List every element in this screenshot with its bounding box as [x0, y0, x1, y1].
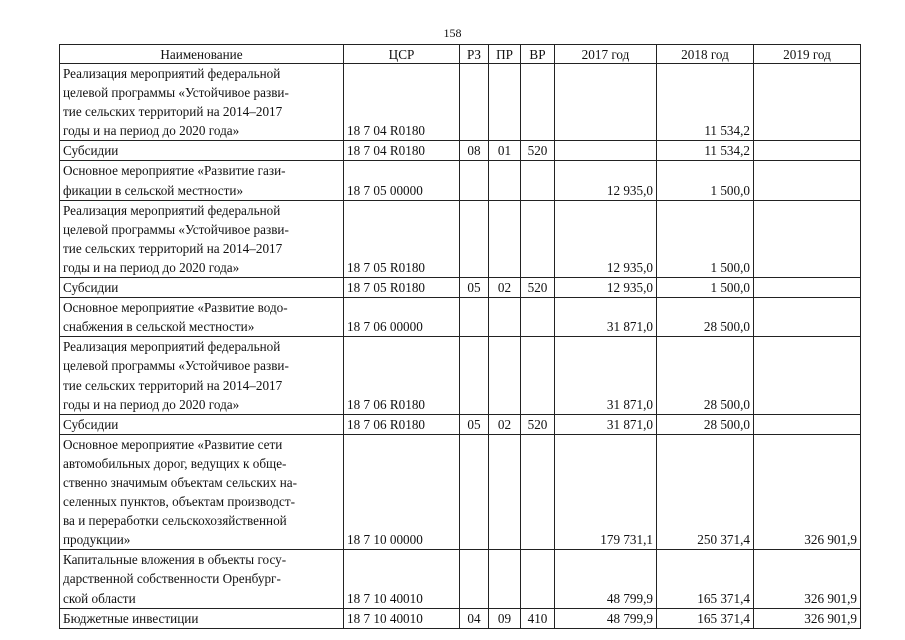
- table-row: [60, 434, 861, 550]
- cell-2017: 31 871,0: [555, 298, 657, 337]
- table-row: [60, 337, 861, 414]
- cell-vr: [521, 434, 555, 550]
- header-rz: РЗ: [460, 45, 489, 64]
- cell-2017: 179 731,1: [555, 434, 657, 550]
- cell-vr: 520: [521, 414, 555, 434]
- name-line: дарственной собственности Оренбург-: [63, 571, 281, 587]
- cell-pr: [489, 64, 521, 141]
- name-line: годы и на период до 2020 года»: [63, 123, 240, 139]
- cell-vr: [521, 161, 555, 200]
- cell-2019: 326 901,9: [754, 608, 861, 628]
- cell-2017: 31 871,0: [555, 414, 657, 434]
- cell-2018: 250 371,4: [657, 434, 754, 550]
- cell-csr: 18 7 06 R0180: [344, 414, 460, 434]
- cell-csr: 18 7 10 40010: [344, 550, 460, 608]
- table-row: [60, 298, 861, 337]
- table-row: [60, 141, 861, 161]
- cell-2019: [754, 161, 861, 200]
- cell-rz: [460, 550, 489, 608]
- table-row: [60, 608, 861, 628]
- header-2018: 2018 год: [657, 45, 754, 64]
- name-line: ской области: [63, 590, 136, 606]
- cell-csr: 18 7 05 00000: [344, 161, 460, 200]
- cell-pr: [489, 161, 521, 200]
- name-line: селенных пунктов, объектам производст-: [63, 494, 295, 510]
- cell-2019: [754, 64, 861, 141]
- cell-pr: 02: [489, 278, 521, 298]
- name-line: Бюджетные инвестиции: [63, 610, 199, 626]
- cell-pr: [489, 298, 521, 337]
- cell-2017: 48 799,9: [555, 550, 657, 608]
- table-row: [60, 278, 861, 298]
- cell-vr: [521, 298, 555, 337]
- header-name: Наименование: [60, 45, 344, 64]
- table-row: [60, 64, 861, 141]
- cell-name: [60, 414, 344, 434]
- name-line: Основное мероприятие «Развитие гази-: [63, 163, 286, 179]
- cell-2018: 1 500,0: [657, 278, 754, 298]
- cell-2018: 28 500,0: [657, 298, 754, 337]
- cell-pr: [489, 434, 521, 550]
- name-line: Реализация мероприятий федеральной: [63, 202, 281, 218]
- cell-vr: 410: [521, 608, 555, 628]
- name-line: продукции»: [63, 532, 131, 548]
- table-row: [60, 200, 861, 277]
- cell-rz: [460, 434, 489, 550]
- cell-2019: 326 901,9: [754, 550, 861, 608]
- cell-csr: 18 7 04 R0180: [344, 141, 460, 161]
- cell-2019: [754, 141, 861, 161]
- cell-name: [60, 434, 344, 550]
- cell-name: [60, 278, 344, 298]
- cell-name: [60, 64, 344, 141]
- name-line: Реализация мероприятий федеральной: [63, 66, 281, 81]
- cell-rz: 05: [460, 414, 489, 434]
- cell-csr: 18 7 06 R0180: [344, 337, 460, 414]
- cell-2019: [754, 278, 861, 298]
- cell-2018: 28 500,0: [657, 414, 754, 434]
- name-line: целевой программы «Устойчивое разви-: [63, 85, 289, 101]
- name-line: ственно значимым объектам сельских на-: [63, 474, 298, 490]
- table-body: [60, 64, 861, 629]
- name-line: целевой программы «Устойчивое разви-: [63, 358, 289, 374]
- cell-2017: 12 935,0: [555, 161, 657, 200]
- name-line: тие сельских территорий на 2014–2017: [63, 240, 283, 256]
- cell-2017: 31 871,0: [555, 337, 657, 414]
- header-2019: 2019 год: [754, 45, 861, 64]
- cell-2019: [754, 337, 861, 414]
- cell-2017: [555, 64, 657, 141]
- name-line: автомобильных дорог, ведущих к обще-: [63, 455, 287, 471]
- cell-rz: [460, 337, 489, 414]
- cell-2019: [754, 298, 861, 337]
- cell-2017: 48 799,9: [555, 608, 657, 628]
- cell-name: [60, 298, 344, 337]
- cell-2017: 12 935,0: [555, 200, 657, 277]
- cell-csr: 18 7 06 00000: [344, 298, 460, 337]
- cell-vr: [521, 337, 555, 414]
- cell-2019: [754, 414, 861, 434]
- header-row: [60, 45, 861, 64]
- cell-pr: 01: [489, 141, 521, 161]
- cell-pr: 02: [489, 414, 521, 434]
- header-pr: ПР: [489, 45, 521, 64]
- cell-2019: 326 901,9: [754, 434, 861, 550]
- cell-vr: [521, 64, 555, 141]
- cell-2017: 12 935,0: [555, 278, 657, 298]
- name-line: Субсидии: [63, 280, 119, 296]
- cell-name: [60, 550, 344, 608]
- cell-pr: 09: [489, 608, 521, 628]
- table-row: [60, 161, 861, 200]
- cell-csr: 18 7 10 40010: [344, 608, 460, 628]
- name-line: фикации в сельской местности»: [63, 182, 244, 198]
- cell-csr: 18 7 10 00000: [344, 434, 460, 550]
- cell-2018: 11 534,2: [657, 141, 754, 161]
- name-line: Капитальные вложения в объекты госу-: [63, 552, 287, 568]
- cell-csr: 18 7 05 R0180: [344, 278, 460, 298]
- header-vr: ВР: [521, 45, 555, 64]
- page-number: 158: [443, 26, 462, 40]
- cell-name: [60, 337, 344, 414]
- cell-2018: 165 371,4: [657, 550, 754, 608]
- cell-vr: 520: [521, 278, 555, 298]
- budget-table: [59, 44, 861, 629]
- cell-rz: [460, 298, 489, 337]
- cell-name: [60, 161, 344, 200]
- header-csr: ЦСР: [344, 45, 460, 64]
- cell-2018: 11 534,2: [657, 64, 754, 141]
- cell-name: [60, 200, 344, 277]
- cell-2019: [754, 200, 861, 277]
- cell-rz: 08: [460, 141, 489, 161]
- name-line: Субсидии: [63, 416, 119, 432]
- cell-rz: [460, 161, 489, 200]
- cell-pr: [489, 337, 521, 414]
- name-line: Основное мероприятие «Развитие сети: [63, 436, 283, 452]
- name-line: тие сельских территорий на 2014–2017: [63, 104, 283, 120]
- cell-2018: 28 500,0: [657, 337, 754, 414]
- cell-rz: [460, 64, 489, 141]
- cell-name: [60, 141, 344, 161]
- table-row: [60, 414, 861, 434]
- cell-2018: 165 371,4: [657, 608, 754, 628]
- table-row: [60, 550, 861, 608]
- cell-rz: 04: [460, 608, 489, 628]
- header-2017: 2017 год: [555, 45, 657, 64]
- cell-pr: [489, 550, 521, 608]
- cell-pr: [489, 200, 521, 277]
- cell-vr: [521, 550, 555, 608]
- name-line: Реализация мероприятий федеральной: [63, 339, 281, 355]
- cell-csr: 18 7 05 R0180: [344, 200, 460, 277]
- cell-rz: 05: [460, 278, 489, 298]
- cell-2017: [555, 141, 657, 161]
- name-line: ва и переработки сельскохозяйственной: [63, 513, 287, 529]
- cell-2018: 1 500,0: [657, 200, 754, 277]
- name-line: целевой программы «Устойчивое разви-: [63, 221, 289, 237]
- name-line: годы и на период до 2020 года»: [63, 259, 240, 275]
- name-line: Субсидии: [63, 143, 119, 159]
- name-line: снабжения в сельской местности»: [63, 319, 255, 335]
- cell-2018: 1 500,0: [657, 161, 754, 200]
- cell-csr: 18 7 04 R0180: [344, 64, 460, 141]
- cell-name: [60, 608, 344, 628]
- name-line: тие сельских территорий на 2014–2017: [63, 377, 283, 393]
- cell-rz: [460, 200, 489, 277]
- cell-vr: 520: [521, 141, 555, 161]
- name-line: Основное мероприятие «Развитие водо-: [63, 300, 288, 316]
- name-line: годы и на период до 2020 года»: [63, 396, 240, 412]
- cell-vr: [521, 200, 555, 277]
